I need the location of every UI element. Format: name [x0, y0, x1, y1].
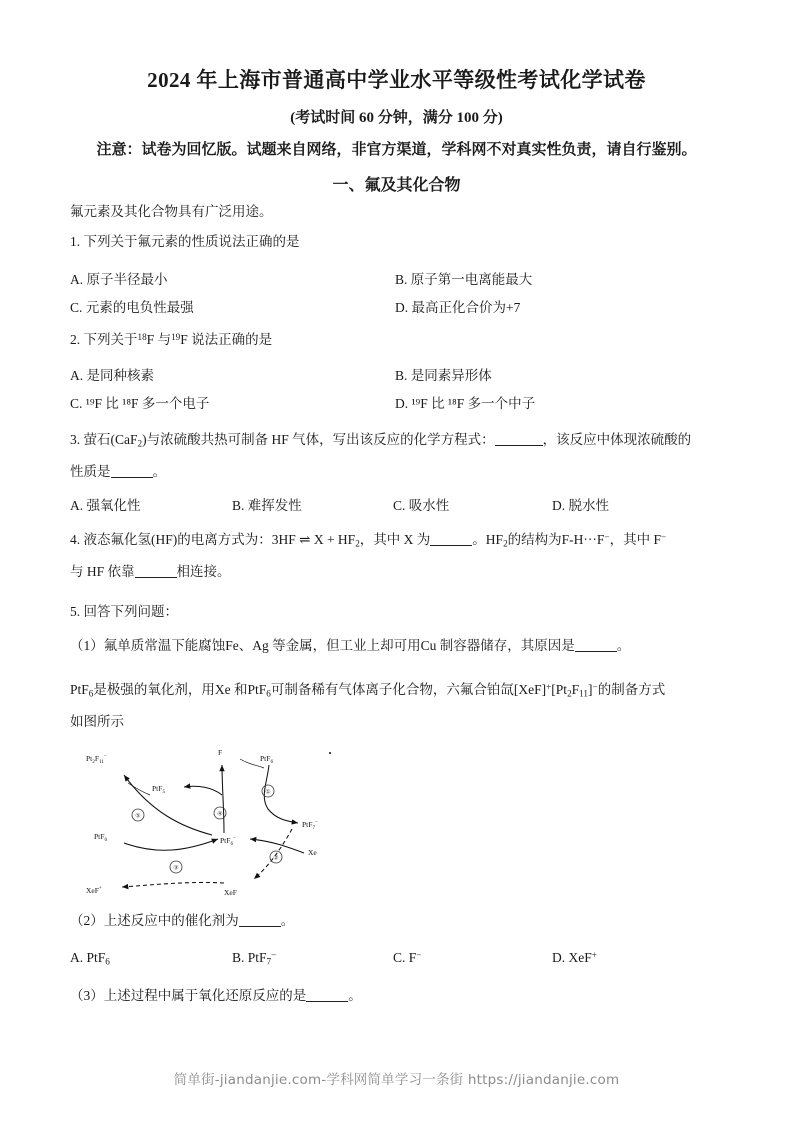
question-3-stem-line1 [70, 430, 691, 453]
node-label-ptf7-minus: PtF$_7$− [302, 819, 318, 831]
question-5-number: 5. [70, 604, 81, 619]
answer-blank[interactable] [495, 432, 543, 446]
question-5-sub2-option-b[interactable] [232, 946, 276, 971]
option-key: D. [395, 300, 409, 315]
option-formula: XeF [568, 950, 592, 966]
diagram-dot-marker [329, 752, 331, 754]
question-1-option-a[interactable] [70, 270, 168, 289]
option-text: ¹⁹F 比 ¹⁸F 多一个电子 [85, 396, 210, 411]
question-2-mid: 与 [157, 332, 172, 348]
question-1-option-c[interactable] [70, 298, 194, 317]
sub2-text: （2）上述反应中的催化剂为 [70, 913, 239, 928]
answer-blank[interactable] [575, 638, 617, 652]
question-5-sub2-option-d[interactable] [552, 946, 597, 971]
step-number-4: ④ [217, 811, 223, 818]
question-3-option-c[interactable] [393, 496, 449, 515]
intro-paragraph: 氟元素及其化合物具有广泛用途。 [70, 204, 273, 219]
question-4-line2-b: 相连接。 [176, 564, 231, 579]
option-key: D. [395, 396, 409, 411]
isotope-19-superscript: 19 [171, 332, 181, 342]
option-formula-sub: 7 [266, 956, 272, 967]
question-2-option-a[interactable] [70, 366, 154, 385]
caf2-formula: CaF [115, 432, 138, 447]
ptf6-formula: PtF [70, 682, 89, 698]
option-text: 是同种核素 [86, 368, 154, 383]
question-3-part-c: ，该反应中体现浓硫酸的 [542, 432, 692, 447]
question-1-number: 1. [70, 234, 81, 249]
option-text: 脱水性 [568, 498, 609, 513]
isotope-18-symbol: F [146, 332, 155, 348]
node-label-xe: Xe [308, 848, 317, 857]
question-1-option-d[interactable] [395, 298, 520, 317]
option-key: C. [393, 498, 406, 513]
pt2f11-sub1: 2 [567, 688, 572, 699]
option-key: B. [232, 950, 245, 966]
option-formula-sup: + [591, 950, 597, 960]
question-4-stem-line1 [70, 528, 666, 553]
xef-charge: + [546, 682, 552, 692]
hf2-subscript: 2 [355, 538, 360, 549]
option-text: 最高正化合价为+7 [411, 300, 521, 315]
question-1-stem [70, 232, 300, 251]
hf2-subscript-2: 2 [503, 538, 508, 549]
para-part-b: 是极强的氧化剂，用Xe 和PtF [93, 682, 267, 698]
option-key: C. [70, 300, 83, 315]
node-label-xef: XeF [224, 888, 237, 897]
option-text: 元素的电负性最强 [85, 300, 194, 315]
question-3-option-b[interactable] [232, 496, 302, 515]
sub3-end: 。 [348, 988, 362, 1003]
hf-ionization-equation: 3HF ⇌ X + HF [271, 532, 356, 548]
option-formula: F [408, 950, 417, 966]
step-number-1: ① [265, 789, 271, 796]
node-label-ptf6-minus: PtF$_6$− [220, 835, 236, 847]
option-text: 吸水性 [408, 498, 450, 513]
node-label-pt2f11: $Pt_2F_{11}^-$ [86, 753, 107, 765]
node-label-ptf6-top: PtF$_6$ [260, 754, 274, 765]
footer-watermark: 简单街-jiandanjie.com-学科网简单学习一条街 https://jiandanjie.com [173, 1072, 620, 1088]
step-number-5: ⑤ [135, 813, 141, 820]
para-part-c: 可制备稀有气体离子化合物，六氟合铂氙[XeF] [270, 682, 547, 698]
pt2f11-mid: F [571, 682, 580, 698]
sub1-end: 。 [616, 638, 631, 653]
question-5-sub2-option-c[interactable] [393, 946, 421, 971]
option-formula: PtF [86, 950, 106, 966]
question-4-part-d: 的结构为F-H···F [507, 532, 605, 548]
option-key: A. [70, 950, 84, 966]
answer-blank[interactable] [306, 988, 348, 1002]
question-1-text: 下列关于氟元素的性质说法正确的是 [83, 234, 300, 249]
question-3-part-a: 萤石( [83, 432, 115, 447]
fluoride-charge-2: − [660, 532, 667, 542]
step-number-2: ② [273, 855, 279, 862]
question-3-option-d[interactable] [552, 496, 609, 515]
question-5-sub1 [70, 636, 630, 655]
question-3-stem-line2 [70, 462, 166, 481]
option-key: C. [70, 396, 83, 411]
node-label-ptf5: PtF$_5$ [152, 784, 166, 795]
question-1-option-b[interactable] [395, 270, 532, 289]
question-4-part-a: 液态氟化氢(HF)的电离方式为： [83, 532, 272, 548]
option-key: A. [70, 498, 84, 513]
question-2-suffix: 说法正确的是 [191, 332, 273, 348]
ptf6-subscript-2: 6 [266, 688, 271, 699]
option-key: B. [395, 368, 408, 383]
node-label-f: F [218, 748, 223, 757]
ptf6-paragraph-line1 [70, 678, 665, 703]
reaction-cycle-diagram [72, 735, 402, 903]
pt2f11-sub2: 11 [579, 688, 589, 699]
question-2-stem [70, 328, 272, 349]
isotope-18-superscript: 18 [137, 332, 147, 342]
isotope-19-symbol: F [180, 332, 188, 348]
question-5-sub2 [70, 911, 294, 930]
option-text: ¹⁹F 比 ¹⁸F 多一个中子 [411, 396, 536, 411]
question-2-option-c[interactable] [70, 394, 209, 413]
question-4-stem-line2 [70, 562, 231, 581]
question-4-number: 4. [70, 532, 81, 548]
question-4-part-b: ，其中 X 为 [359, 532, 431, 548]
option-formula-sub: 6 [105, 956, 110, 967]
answer-blank[interactable] [111, 464, 153, 478]
option-key: D. [552, 950, 566, 966]
question-5-sub2-option-a[interactable] [70, 946, 110, 971]
option-text: 原子第一电离能最大 [410, 272, 533, 287]
pt2f11-open: [Pt [551, 682, 568, 698]
exam-subtitle: (考试时间 60 分钟，满分 100 分) [290, 110, 503, 126]
question-3-part-b: )与浓硫酸共热可制备 HF 气体，写出该反应的化学方程式： [142, 432, 495, 447]
option-formula-sup: − [416, 950, 422, 960]
sub2-end: 。 [280, 913, 295, 928]
answer-blank[interactable] [135, 564, 177, 578]
question-3-line2-b: 。 [152, 464, 166, 479]
option-key: B. [395, 272, 408, 287]
caf2-subscript: 2 [137, 438, 143, 449]
option-text: 难挥发性 [247, 498, 302, 513]
fluoride-charge: − [604, 532, 610, 542]
pt2f11-charge: − [592, 682, 598, 692]
question-2-number: 2. [70, 332, 81, 348]
ptf6-paragraph-line2: 如图所示 [70, 714, 124, 729]
page-title: 2024 年上海市普通高中学业水平等级性考试化学试卷 [147, 68, 646, 92]
question-5-sub3 [70, 986, 362, 1005]
option-text: 强氧化性 [86, 498, 141, 513]
sub1-text: （1）氟单质常温下能腐蚀Fe、Ag 等金属，但工业上却可用Cu 制容器储存，其原因是 [70, 638, 575, 653]
answer-blank[interactable] [239, 913, 281, 927]
question-3-line2-a: 性质是 [70, 464, 111, 479]
question-2-option-b[interactable] [395, 366, 492, 385]
option-key: C. [393, 950, 406, 966]
question-4-line2-a: 与 HF 依靠 [70, 564, 135, 579]
option-text: 原子半径最小 [86, 272, 168, 287]
question-4-part-c: 。HF [472, 532, 504, 548]
question-3-number: 3. [70, 432, 81, 447]
section-heading: 一、氟及其化合物 [332, 177, 461, 194]
question-5-text: 回答下列问题： [83, 604, 178, 619]
option-key: B. [232, 498, 245, 513]
question-2-prefix: 下列关于 [83, 332, 138, 348]
option-key: A. [70, 368, 84, 383]
answer-blank[interactable] [430, 532, 472, 546]
option-formula: PtF [247, 950, 267, 966]
step-number-3: ③ [173, 865, 179, 872]
ptf6-subscript: 6 [88, 688, 94, 699]
question-2-option-d[interactable] [395, 394, 535, 413]
option-key: A. [70, 272, 84, 287]
question-5-stem [70, 602, 178, 621]
sub3-text: （3）上述过程中属于氧化还原反应的是 [70, 988, 307, 1003]
question-4-part-e: ，其中 F [609, 532, 661, 548]
option-key: D. [552, 498, 566, 513]
node-label-ptf6-left: PtF$_6$ [94, 832, 108, 843]
node-label-xef-plus: XeF+ [86, 885, 102, 895]
para-part-e: 的制备方式 [597, 682, 666, 698]
question-3-option-a[interactable] [70, 496, 141, 515]
option-text: 是同素异形体 [410, 368, 492, 383]
pt2f11-close: ] [588, 682, 593, 698]
exam-notice: 注意：试卷为回忆版。试题来自网络，非官方渠道，学科网不对真实性负责，请自行鉴别。 [96, 142, 697, 158]
option-formula-sup: − [271, 950, 277, 960]
